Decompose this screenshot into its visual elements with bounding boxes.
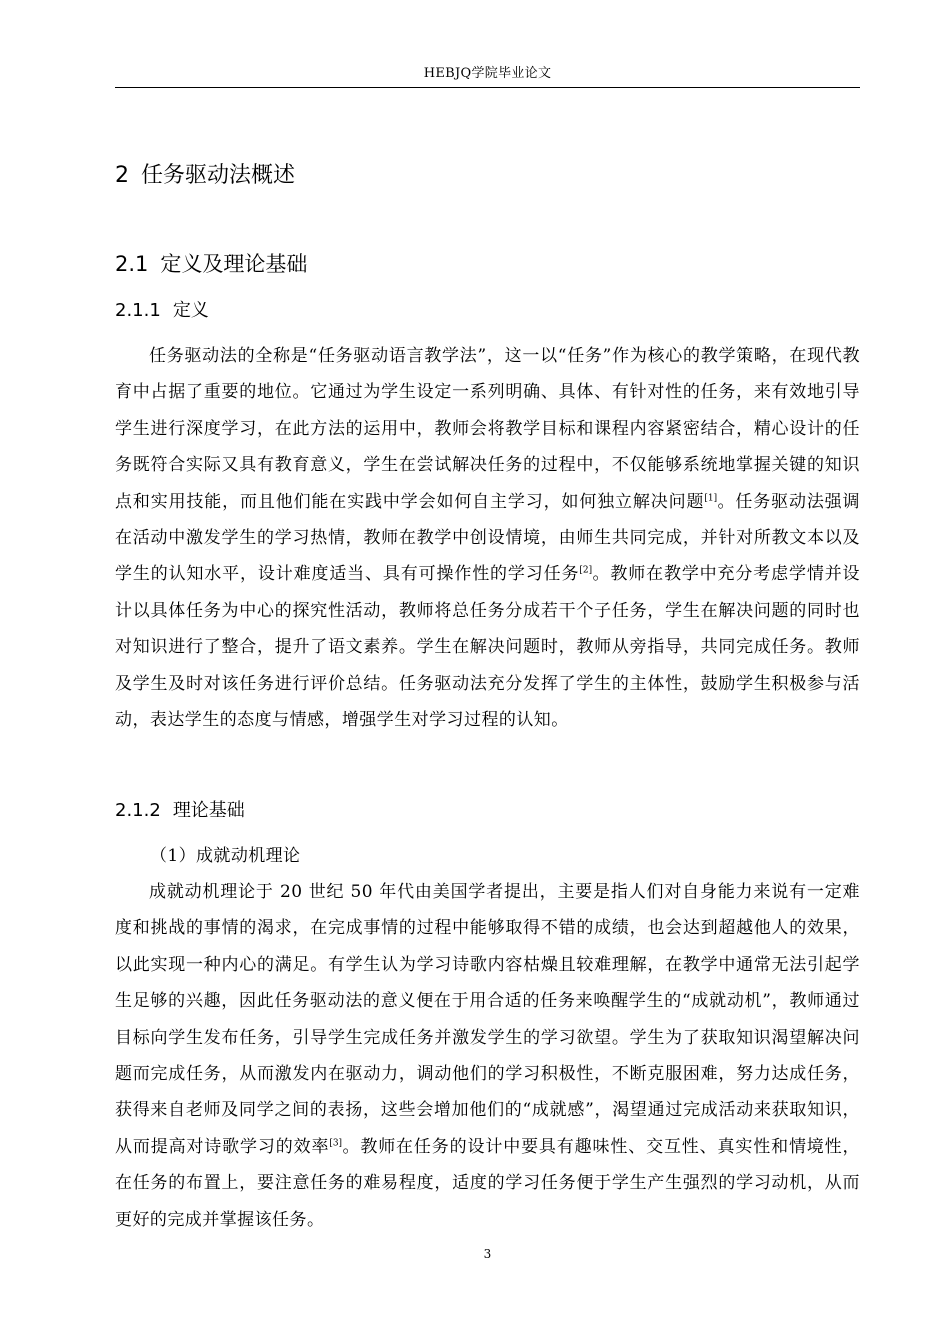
paragraph-text: 任务驱动法的全称是“任务驱动语言教学法”，这一以“任务”作为核心的教学策略，在现代教育中占据了重要的地位。它通过为学生设定一系列明确、具体、有针对性的任务，来有效地引导学生进行深度学习，在此方法的运用中，教师会将教学目标和课程内容紧密结合，精心设计的任务既符合实际又具有教育意义，学生在尝试解决任务的过程中，不仅能够系统地掌握关键的知识点和实用技能，而且他们能在实践中学会如何自主学习，如何独立解决问题 — [115, 346, 860, 512]
theory-paragraph — [115, 874, 860, 1238]
paragraph-text: 。任务驱动法强调在活动中激发学生的学习热情，教师在教学中创设情境，由师生共同完成，并针对所教文本以及学生的认知水平，设计难度适当、具有可操作性的学习任务 — [115, 491, 860, 585]
subsection-heading-definition — [115, 297, 209, 325]
chapter-heading — [115, 160, 295, 192]
paragraph-text: 。教师在任务的设计中要具有趣味性、交互性、真实性和情境性，在任务的布置上，要注意任务的难易程度，适度的学习任务便于学生产生强烈的学习动机，从而更好的完成并掌握该任务。 — [115, 1136, 860, 1230]
subsection-number: 2.1.1 — [115, 300, 161, 321]
header-rule — [115, 87, 860, 88]
section-number: 2.1 — [115, 252, 149, 276]
citation-ref: [3] — [329, 1138, 343, 1149]
subsection-title: 定义 — [172, 300, 209, 321]
subsection-heading-theory — [115, 797, 245, 825]
citation-ref: [1] — [704, 492, 718, 503]
running-header: HEBJQ学院毕业论文 — [423, 66, 552, 81]
section-heading — [115, 248, 307, 280]
paragraph-text: 成就动机理论于 20 世纪 50 年代由美国学者提出，主要是指人们对自身能力来说有一定难度和挑战的事情的渴求，在完成事情的过程中能够取得不错的成绩，也会达到超越他人的效果，以此实现一种内心的满足。有学生认为学习诗歌内容枯燥且较难理解，在教学中通常无法引起学生足够的兴趣，因此任务驱动法的意义便在于用合适的任务来唤醒学生的“成就动机”，教师通过目标向学生发布任务，引导学生完成任务并激发学生的学习欲望。学生为了获取知识渴望解决问题而完成任务，从而激发内在驱动力，调动他们的学习积极性，不断克服困难，努力达成任务，获得来自老师及同学之间的表扬，这些会增加他们的“成就感”，渴望通过完成活动来获取知识，从而提高对诗歌学习的效率 — [115, 882, 860, 1157]
citation-ref: [2] — [579, 565, 593, 576]
paragraph-text: 。教师在教学中充分考虑学情并设计以具体任务为中心的探究性活动，教师将总任务分成若干个子任务，学生在解决问题的同时也对知识进行了整合，提升了语文素养。学生在解决问题时，教师从旁指导，共同完成任务。教师及学生及时对该任务进行评价总结。任务驱动法充分发挥了学生的主体性，鼓励学生积极参与活动，表达学生的态度与情感，增强学生对学习过程的认知。 — [115, 564, 861, 731]
section-title: 定义及理论基础 — [160, 252, 308, 276]
definition-paragraph — [115, 338, 860, 738]
chapter-title: 任务驱动法概述 — [141, 163, 296, 188]
list-label-achievement-motivation: （1）成就动机理论 — [150, 846, 301, 866]
chapter-number: 2 — [115, 163, 129, 188]
subsection-number: 2.1.2 — [115, 800, 161, 821]
subsection-title: 理论基础 — [172, 800, 245, 821]
page-number: 3 — [483, 1247, 492, 1261]
